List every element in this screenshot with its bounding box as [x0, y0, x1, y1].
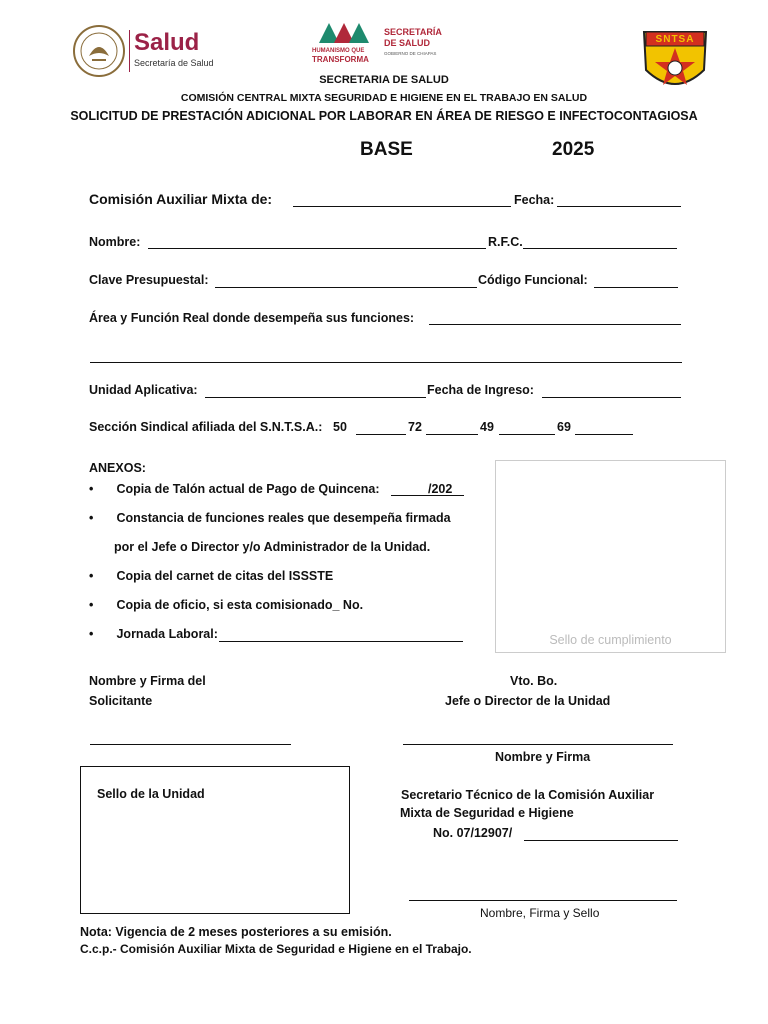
- firma-sello-line[interactable]: [409, 900, 677, 901]
- bullet-icon: •: [89, 482, 94, 496]
- year-label: 2025: [552, 139, 595, 160]
- seccion-label: Sección Sindical afiliada del S.N.T.S.A.:: [89, 420, 323, 434]
- anexo-item-2: [89, 511, 451, 525]
- numero-label: No. 07/12907/: [433, 826, 513, 840]
- secretario-line2: Mixta de Seguridad e Higiene: [400, 806, 574, 820]
- humanismo-emblem-icon: [314, 18, 374, 48]
- sello-cumplimiento-box: [495, 460, 726, 653]
- vtobo-label: Vto. Bo.: [510, 674, 558, 688]
- seccion-50: 50: [333, 420, 347, 434]
- area-field-line2[interactable]: [90, 362, 682, 363]
- clave-field[interactable]: [215, 287, 477, 288]
- seccion-50-field[interactable]: [356, 434, 406, 435]
- rfc-label: R.F.C.: [488, 235, 523, 249]
- bullet-icon: •: [89, 569, 94, 583]
- anexos-title: ANEXOS:: [89, 461, 146, 475]
- unidad-field[interactable]: [205, 397, 426, 398]
- sello-unidad-label: Sello de la Unidad: [97, 787, 205, 801]
- solicitante-line2: Solicitante: [89, 694, 153, 708]
- area-label: Área y Función Real donde desempeña sus funciones:: [89, 311, 415, 325]
- numero-field[interactable]: [524, 840, 678, 841]
- quincena-suffix: /202: [428, 482, 453, 496]
- comision-label: Comisión Auxiliar Mixta de:: [89, 191, 273, 207]
- anexo-item-4: [89, 598, 363, 612]
- bullet-icon: •: [89, 627, 94, 641]
- firma-solicitante-line[interactable]: [90, 744, 291, 745]
- nombre-firma-label: Nombre y Firma: [495, 750, 591, 764]
- anexo-item-3-text: Copia del carnet de citas del ISSSTE: [116, 569, 334, 583]
- anexo-item-1: [89, 482, 380, 496]
- clave-label: Clave Presupuestal:: [89, 273, 209, 287]
- chiapas-line2: DE SALUD: [384, 38, 431, 48]
- fecha-ingreso-field[interactable]: [542, 397, 681, 398]
- secretario-line1: Secretario Técnico de la Comisión Auxiliar: [401, 788, 655, 802]
- jornada-field[interactable]: [219, 641, 463, 642]
- humanismo-line2: TRANSFORMA: [312, 55, 369, 64]
- sntsa-label: SNTSA: [655, 34, 695, 45]
- chiapas-line1: SECRETARÍA: [384, 27, 442, 37]
- humanismo-logo: [312, 18, 452, 70]
- codigo-field[interactable]: [594, 287, 678, 288]
- sello-unidad-box: [80, 766, 350, 914]
- seccion-49: 49: [480, 420, 494, 434]
- codigo-label: Código Funcional:: [478, 273, 588, 287]
- anexo-item-4-text: Copia de oficio, si esta comisionado_ No.: [116, 598, 364, 612]
- seccion-49-field[interactable]: [499, 434, 555, 435]
- nombre-field[interactable]: [148, 248, 486, 249]
- fecha-label: Fecha:: [514, 193, 555, 207]
- area-field[interactable]: [429, 324, 681, 325]
- bullet-icon: •: [89, 598, 94, 612]
- nombre-label: Nombre:: [89, 235, 141, 249]
- comision-field[interactable]: [293, 206, 511, 207]
- unidad-label: Unidad Aplicativa:: [89, 383, 198, 397]
- solicitante-line1: Nombre y Firma del: [89, 674, 206, 688]
- anexo-item-5: [89, 627, 218, 641]
- header-line1: SECRETARIA DE SALUD: [319, 74, 449, 86]
- seccion-69-field[interactable]: [575, 434, 633, 435]
- nota-text: Nota: Vigencia de 2 meses posteriores a su emisión.: [80, 925, 392, 939]
- seccion-72-field[interactable]: [426, 434, 478, 435]
- seccion-69: 69: [557, 420, 571, 434]
- fecha-ingreso-label: Fecha de Ingreso:: [427, 383, 534, 397]
- header-line2: COMISIÓN CENTRAL MIXTA SEGURIDAD E HIGIENE EN EL TRABAJO EN SALUD: [180, 92, 588, 104]
- anexo-item-2-text: Constancia de funciones reales que desempeña firmada: [116, 511, 451, 525]
- anexo-item-1-text: Copia de Talón actual de Pago de Quincena:: [116, 482, 380, 496]
- sello-cumplimiento-label: Sello de cumplimiento: [549, 633, 672, 647]
- mexico-seal-icon: [72, 24, 126, 78]
- salud-title: Salud: [134, 29, 200, 56]
- salud-divider: [129, 30, 130, 72]
- seccion-72: 72: [408, 420, 422, 434]
- salud-subtitle: Secretaría de Salud: [134, 58, 214, 68]
- sntsa-logo: [641, 26, 709, 98]
- header-line3: SOLICITUD DE PRESTACIÓN ADICIONAL POR LABORAR EN ÁREA DE RIESGO E INFECTOCONTAGIOSA: [70, 109, 698, 123]
- nombre-firma-sello-label: Nombre, Firma y Sello: [480, 906, 600, 920]
- bullet-icon: •: [89, 511, 94, 525]
- anexo-item-3: [89, 569, 333, 583]
- salud-logo: [72, 24, 232, 80]
- ccp-text: C.c.p.- Comisión Auxiliar Mixta de Seguridad e Higiene en el Trabajo.: [80, 942, 472, 956]
- chiapas-line3: GOBIERNO DE CHIAPAS: [384, 51, 437, 56]
- anexo-item-5-text: Jornada Laboral:: [116, 627, 218, 641]
- fecha-field[interactable]: [557, 206, 681, 207]
- rfc-field[interactable]: [523, 248, 677, 249]
- humanismo-line1: HUMANISMO QUE: [312, 48, 365, 54]
- base-label: BASE: [360, 139, 413, 160]
- firma-jefe-line[interactable]: [403, 744, 673, 745]
- anexo-item-2-cont: por el Jefe o Director y/o Administrador de la Unidad.: [114, 540, 431, 554]
- jefe-label: Jefe o Director de la Unidad: [445, 694, 611, 708]
